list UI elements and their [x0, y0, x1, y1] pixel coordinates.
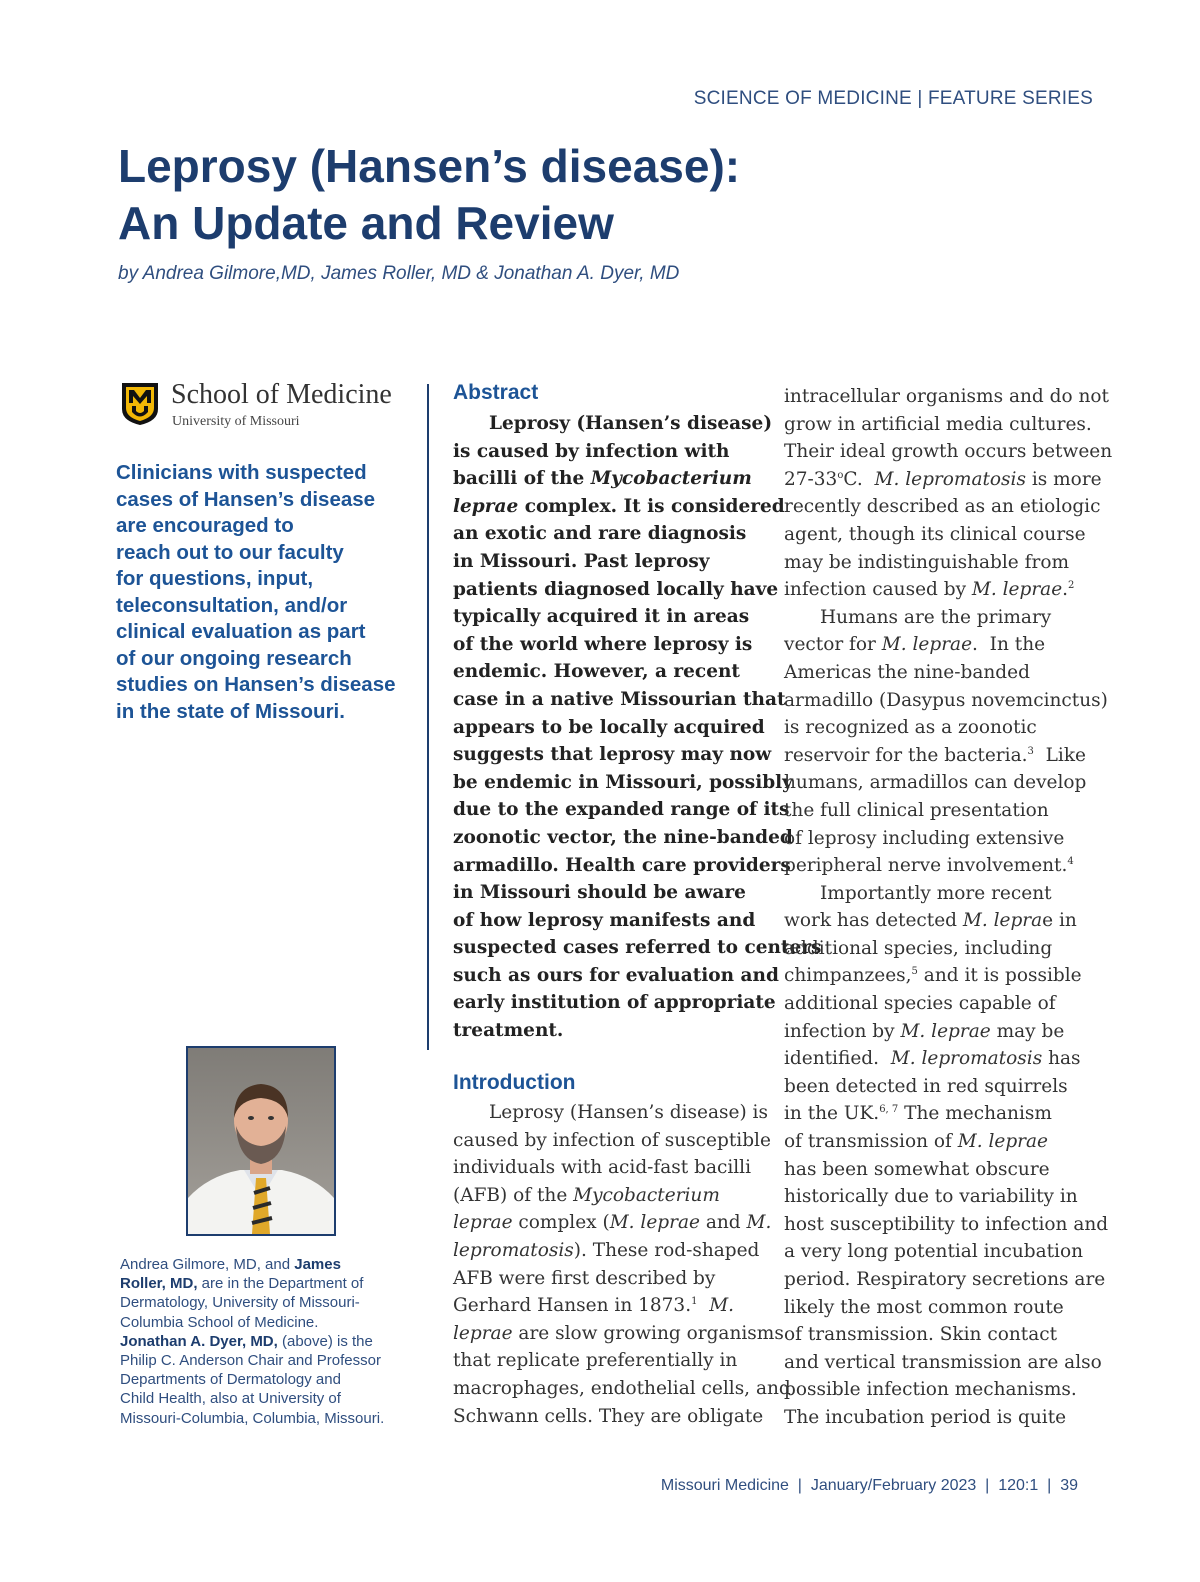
body-line: is recognized as a zoonotic [784, 717, 1037, 739]
series-label: SCIENCE OF MEDICINE | FEATURE SERIES [693, 88, 1093, 109]
intro-line: leprae complex (M. leprae and M. [453, 1212, 772, 1234]
caption-line: Philip C. Anderson Chair and Professor [120, 1352, 381, 1370]
abstract-line: of how leprosy manifests and [453, 909, 756, 931]
abstract-line: early institution of appropriate [453, 992, 776, 1014]
intro-line: caused by infection of susceptible [453, 1129, 771, 1151]
intro-line: lepromatosis). These rod-shaped [453, 1239, 760, 1261]
body-line: likely the most common route [784, 1296, 1064, 1318]
caption-line: Dermatology, University of Missouri- [120, 1294, 360, 1312]
body-line: additional species capable of [784, 993, 1056, 1015]
introduction-heading: Introduction [453, 1071, 576, 1094]
body-line: Americas the nine-banded [784, 661, 1030, 683]
abstract-line: in Missouri. Past leprosy [453, 550, 710, 572]
callout-line: clinical evaluation as part [116, 620, 366, 643]
author-portrait-image [188, 1048, 334, 1234]
body-line: chimpanzees,$^5$ and it is possible [784, 965, 1082, 987]
body-line: may be indistinguishable from [784, 551, 1069, 573]
body-line: has been somewhat obscure [784, 1158, 1050, 1180]
callout-line: for questions, input, [116, 567, 314, 590]
caption-line: Departments of Dermatology and [120, 1371, 341, 1389]
mu-shield-icon [120, 381, 160, 427]
abstract-line: appears to be locally acquired [453, 716, 765, 738]
body-line: additional species, including [784, 937, 1053, 959]
body-line: humans, armadillos can develop [784, 772, 1087, 794]
abstract-line: patients diagnosed locally have [453, 578, 779, 600]
caption-line: Child Health, also at University of [120, 1390, 341, 1408]
body-line: 27-33$^o$C. M. lepromatosis is more [784, 468, 1102, 490]
title-line: An Update and Review [118, 197, 614, 249]
abstract-line: in Missouri should be aware [453, 882, 746, 904]
body-line: The incubation period is quite [784, 1406, 1067, 1428]
abstract-line: armadillo. Health care providers [453, 854, 791, 876]
body-line: Their ideal growth occurs between [784, 441, 1113, 463]
abstract-line: typically acquired it in areas [453, 606, 750, 628]
body-line: peripheral nerve involvement.$^4$ [784, 855, 1074, 877]
body-line: reservoir for the bacteria.$^3$ Like [784, 744, 1086, 766]
body-line: historically due to variability in [784, 1186, 1078, 1208]
body-line: of leprosy including extensive [784, 827, 1065, 849]
intro-line: Schwann cells. They are obligate [453, 1405, 764, 1427]
abstract-line: an exotic and rare diagnosis [453, 523, 747, 545]
callout-line: teleconsultation, and/or [116, 593, 348, 617]
body-column-right [784, 383, 1113, 1432]
abstract-heading: Abstract [453, 381, 539, 404]
callout-line: of our ongoing research [116, 646, 352, 670]
abstract-line: zoonotic vector, the nine-banded [453, 826, 793, 848]
body-line: been detected in red squirrels [784, 1075, 1068, 1097]
abstract-line: be endemic in Missouri, possibly [453, 771, 793, 793]
body-line: infection by M. leprae may be [784, 1020, 1065, 1042]
school-logo [120, 381, 420, 431]
callout-line: cases of Hansen’s disease [116, 487, 376, 511]
abstract-line: suspected cases referred to centers [453, 937, 822, 959]
body-line: period. Respiratory secretions are [784, 1269, 1106, 1290]
body-line: the full clinical presentation [784, 799, 1049, 821]
callout-line: reach out to our faculty [116, 540, 344, 564]
body-line: of transmission of M. leprae [784, 1131, 1048, 1153]
body-line: intracellular organisms and do not [784, 386, 1109, 407]
body-line: of transmission. Skin contact [784, 1324, 1058, 1346]
body-line: armadillo (Dasypus novemcinctus) [784, 689, 1108, 711]
body-line: identified. M. lepromatosis has [784, 1048, 1081, 1070]
body-line: in the UK.$^{6, 7}$ The mechanism [784, 1103, 1052, 1125]
abstract-line: leprae complex. It is considered [453, 495, 785, 517]
caption-line: Andrea Gilmore, MD, and James [120, 1256, 341, 1273]
body-line: Importantly more recent [820, 882, 1052, 904]
body-line: possible infection mechanisms. [784, 1379, 1077, 1401]
abstract-text [453, 410, 822, 1045]
page-footer: Missouri Medicine | January/February 2023 | 120:1 | 39 [660, 1477, 1078, 1494]
caption-line: Jonathan A. Dyer, MD, (above) is the [120, 1332, 373, 1350]
abstract-line: treatment. [453, 1020, 564, 1042]
introduction-text [453, 1099, 791, 1430]
callout-line: studies on Hansen’s disease [116, 673, 396, 696]
logo-university-name: University of Missouri [172, 414, 300, 429]
abstract-line: such as ours for evaluation and [453, 964, 779, 986]
intro-line: individuals with acid-fast bacilli [453, 1157, 752, 1179]
abstract-line: is caused by infection with [453, 440, 730, 462]
author-photo [186, 1046, 336, 1236]
faculty-callout [116, 460, 416, 725]
body-line: a very long potential incubation [784, 1241, 1084, 1263]
abstract-line: case in a native Missourian that [453, 688, 786, 710]
body-line: work has detected M. leprae in [784, 910, 1077, 932]
article-title [118, 138, 740, 252]
callout-line: are encouraged to [116, 514, 294, 537]
intro-line: that replicate preferentially in [453, 1350, 738, 1372]
body-line: recently described as an etiologic [784, 496, 1101, 518]
byline: by Andrea Gilmore,MD, James Roller, MD & Jonathan A. Dyer, MD [118, 263, 680, 284]
body-line: host susceptibility to infection and [784, 1213, 1109, 1235]
callout-line: in the state of Missouri. [116, 699, 345, 723]
intro-line: AFB were first described by [453, 1267, 716, 1289]
abstract-line: due to the expanded range of its [453, 799, 790, 821]
body-line: grow in artificial media cultures. [784, 413, 1092, 435]
intro-line: Gerhard Hansen in 1873.$^1$ M. [453, 1295, 735, 1317]
intro-line: (AFB) of the Mycobacterium [453, 1184, 720, 1206]
abstract-line: suggests that leprosy may now [453, 744, 772, 766]
caption-line: Roller, MD, are in the Department of [120, 1275, 364, 1293]
author-caption [120, 1255, 425, 1428]
body-line: Humans are the primary [820, 606, 1052, 628]
logo-school-name: School of Medicine [171, 379, 392, 410]
body-line: and vertical transmission are also [784, 1351, 1102, 1373]
column-divider [427, 384, 429, 1050]
abstract-line: Leprosy (Hansen’s disease) [489, 413, 773, 434]
caption-line: Missouri-Columbia, Columbia, Missouri. [120, 1409, 385, 1427]
body-line: infection caused by M. leprae.$^2$ [784, 579, 1075, 601]
body-line: vector for M. leprae. In the [784, 634, 1046, 656]
abstract-line: endemic. However, a recent [453, 661, 740, 683]
title-line: Leprosy (Hansen’s disease): [118, 140, 741, 192]
intro-line: macrophages, endothelial cells, and [453, 1377, 791, 1399]
abstract-line: bacilli of the Mycobacterium [453, 468, 752, 490]
intro-line: leprae are slow growing organisms [453, 1322, 784, 1344]
abstract-line: of the world where leprosy is [453, 633, 753, 655]
body-line: agent, though its clinical course [784, 523, 1086, 545]
intro-line: Leprosy (Hansen’s disease) is [489, 1102, 768, 1123]
callout-line: Clinicians with suspected [116, 461, 367, 484]
caption-line: Columbia School of Medicine. [120, 1313, 319, 1331]
